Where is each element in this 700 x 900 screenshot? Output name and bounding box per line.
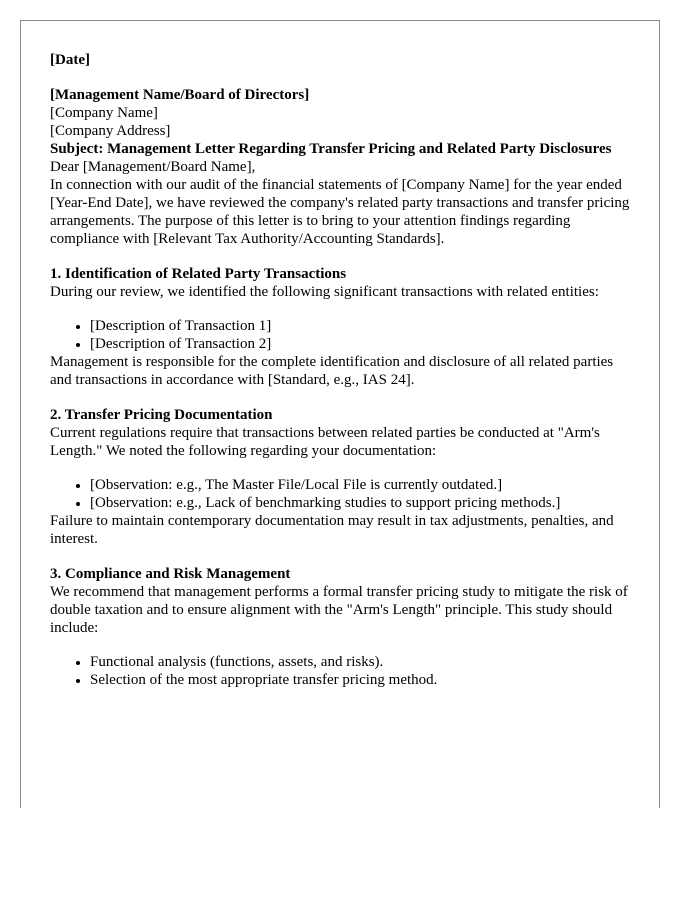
transaction-list: [50, 317, 635, 353]
section-heading: 3. Compliance and Risk Management: [50, 566, 291, 582]
section-after-text: Management is responsible for the complete identification and disclosure of all related parties and transactions in accordance with [Standard, e.g., IAS 24].: [50, 354, 614, 388]
observation-list: [50, 476, 635, 512]
section-after-text: Failure to maintain contemporary documentation may result in tax adjustments, penalties, and interest.: [50, 513, 614, 547]
section-compliance: [50, 565, 635, 689]
list-item: • Functional analysis (functions, assets, and risks).: [90, 653, 635, 671]
section-heading: 2. Transfer Pricing Documentation: [50, 407, 273, 423]
section-heading: 1. Identification of Related Party Transactions: [50, 266, 347, 282]
recipient-block: [50, 86, 635, 140]
list-item: • [Description of Transaction 1]: [90, 317, 635, 335]
recipient-company: [Company Name]: [50, 105, 158, 121]
section-text: During our review, we identified the following significant transactions with related entities:: [50, 284, 599, 300]
letter-content: [50, 51, 635, 689]
letter-date: [Date]: [50, 52, 90, 68]
list-item: • [Observation: e.g., The Master File/Local File is currently outdated.]: [90, 476, 635, 494]
letter-intro: In connection with our audit of the financial statements of [Company Name] for the year ended [Year-End Date], we have reviewed the company's related party transactions and transfer pricing arrangements. The purpose of this letter is to bring to your attention findings regarding compliance with [Relevant Tax Authority/Accounting Standards].: [50, 177, 630, 247]
list-item: • [Observation: e.g., Lack of benchmarking studies to support pricing methods.]: [90, 494, 635, 512]
letter-subject: Subject: Management Letter Regarding Transfer Pricing and Related Party Disclosures: [50, 141, 612, 157]
list-item: • [Description of Transaction 2]: [90, 335, 635, 353]
section-text: We recommend that management performs a formal transfer pricing study to mitigate the risk of double taxation and to ensure alignment with the "Arm's Length" principle. This study should include:: [50, 584, 628, 636]
list-item: • Selection of the most appropriate transfer pricing method.: [90, 671, 635, 689]
letter-salutation: Dear [Management/Board Name],: [50, 159, 256, 175]
study-items-list: [50, 653, 635, 689]
section-related-party: [50, 265, 635, 389]
section-text: Current regulations require that transactions between related parties be conducted at "Arm's Length." We noted the following regarding your documentation:: [50, 425, 600, 459]
recipient-address: [Company Address]: [50, 123, 171, 139]
recipient-name: [Management Name/Board of Directors]: [50, 87, 310, 103]
section-documentation: [50, 406, 635, 548]
letter-page: [20, 20, 660, 808]
